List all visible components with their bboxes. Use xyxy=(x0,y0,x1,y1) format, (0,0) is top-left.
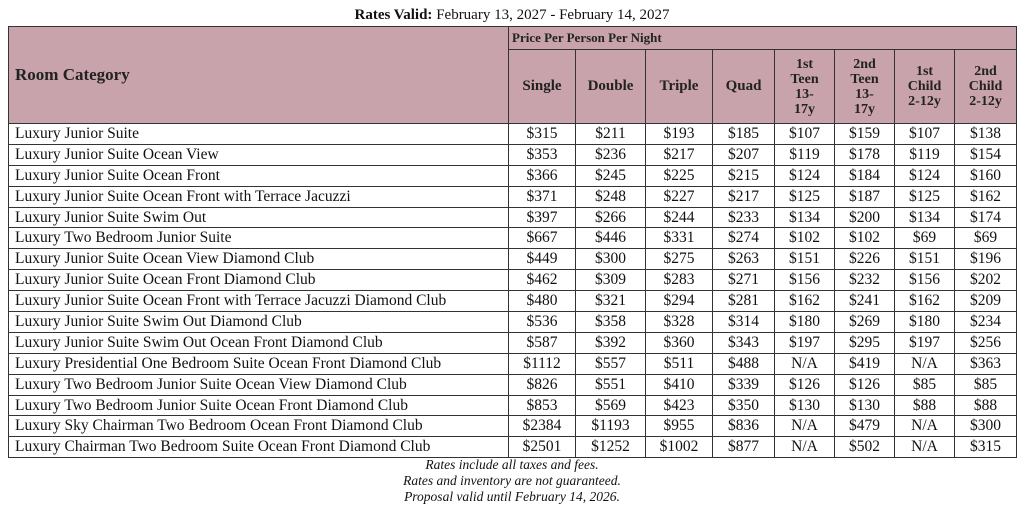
rates-valid-dates: February 13, 2027 - February 14, 2027 xyxy=(436,7,670,23)
price-cell: $449 xyxy=(509,249,576,270)
column-header xyxy=(835,50,895,124)
column-header xyxy=(895,50,955,124)
column-header-line: Teen xyxy=(850,71,879,87)
price-cell: $397 xyxy=(509,207,576,228)
price-cell: $196 xyxy=(955,249,1017,270)
price-cell: $102 xyxy=(835,228,895,249)
price-cell: $275 xyxy=(646,249,713,270)
price-cell: $343 xyxy=(713,332,775,353)
price-cell: $328 xyxy=(646,312,713,333)
room-name-cell: Luxury Junior Suite Ocean View xyxy=(9,144,509,165)
column-header-line: Double xyxy=(587,78,634,94)
price-cell: $2384 xyxy=(509,416,576,437)
price-cell: $366 xyxy=(509,165,576,186)
price-cell: $102 xyxy=(775,228,835,249)
price-cell: $271 xyxy=(713,270,775,291)
price-cell: $423 xyxy=(646,395,713,416)
column-header-line: Triple xyxy=(659,78,699,94)
room-name-cell: Luxury Presidential One Bedroom Suite Ocean Front Diamond Club xyxy=(9,353,509,374)
table-row xyxy=(9,124,1017,145)
price-cell: $156 xyxy=(775,270,835,291)
price-cell: $197 xyxy=(775,332,835,353)
price-cell: $209 xyxy=(955,291,1017,312)
price-cell: $107 xyxy=(775,124,835,145)
price-cell: $853 xyxy=(509,395,576,416)
table-row xyxy=(9,165,1017,186)
price-cell: $88 xyxy=(955,395,1017,416)
price-cell: $360 xyxy=(646,332,713,353)
price-cell: $234 xyxy=(955,312,1017,333)
column-header xyxy=(775,50,835,124)
table-row xyxy=(9,291,1017,312)
table-row xyxy=(9,270,1017,291)
price-cell: $107 xyxy=(895,124,955,145)
table-row xyxy=(9,374,1017,395)
column-header xyxy=(509,50,576,124)
price-cell: $126 xyxy=(775,374,835,395)
price-cell: $241 xyxy=(835,291,895,312)
price-cell: $236 xyxy=(576,144,646,165)
price-cell: $226 xyxy=(835,249,895,270)
price-cell: $269 xyxy=(835,312,895,333)
column-header-line: 13- xyxy=(795,86,814,102)
column-header xyxy=(955,50,1017,124)
price-cell: $174 xyxy=(955,207,1017,228)
price-cell: $295 xyxy=(835,332,895,353)
price-cell: $331 xyxy=(646,228,713,249)
price-cell: $446 xyxy=(576,228,646,249)
price-cell: $274 xyxy=(713,228,775,249)
room-name-cell: Luxury Two Bedroom Junior Suite xyxy=(9,228,509,249)
table-row xyxy=(9,228,1017,249)
price-cell: $162 xyxy=(775,291,835,312)
price-cell: $185 xyxy=(713,124,775,145)
price-cell: $256 xyxy=(955,332,1017,353)
price-cell: $410 xyxy=(646,374,713,395)
price-cell: $160 xyxy=(955,165,1017,186)
room-name-cell: Luxury Junior Suite Ocean Front Diamond Club xyxy=(9,270,509,291)
price-cell: $836 xyxy=(713,416,775,437)
price-cell: $215 xyxy=(713,165,775,186)
price-cell: $126 xyxy=(835,374,895,395)
price-cell: $227 xyxy=(646,186,713,207)
price-cell: $202 xyxy=(955,270,1017,291)
price-cell: $125 xyxy=(775,186,835,207)
price-cell: $211 xyxy=(576,124,646,145)
price-cell: $248 xyxy=(576,186,646,207)
footnote-line: Rates include all taxes and fees. xyxy=(425,457,599,472)
room-name-cell: Luxury Junior Suite Swim Out Ocean Front Diamond Club xyxy=(9,332,509,353)
price-cell: $392 xyxy=(576,332,646,353)
price-cell: $134 xyxy=(895,207,955,228)
price-cell: $119 xyxy=(895,144,955,165)
price-cell: $125 xyxy=(895,186,955,207)
price-cell: N/A xyxy=(775,353,835,374)
price-cell: $162 xyxy=(895,291,955,312)
table-row xyxy=(9,416,1017,437)
price-cell: $263 xyxy=(713,249,775,270)
price-cell: $294 xyxy=(646,291,713,312)
rates-valid-heading xyxy=(0,6,1024,24)
price-cell: $321 xyxy=(576,291,646,312)
price-cell: $207 xyxy=(713,144,775,165)
price-cell: $480 xyxy=(509,291,576,312)
price-cell: $266 xyxy=(576,207,646,228)
price-cell: N/A xyxy=(895,353,955,374)
footnote-line: Proposal valid until February 14, 2026. xyxy=(404,489,620,504)
price-cell: $300 xyxy=(955,416,1017,437)
rates-valid-label: Rates Valid: xyxy=(354,7,433,23)
column-header xyxy=(576,50,646,124)
price-cell: $488 xyxy=(713,353,775,374)
rate-rows xyxy=(9,124,1017,458)
room-name-cell: Luxury Junior Suite Swim Out xyxy=(9,207,509,228)
table-row xyxy=(9,207,1017,228)
price-cell: $162 xyxy=(955,186,1017,207)
footnotes xyxy=(0,457,1024,505)
price-cell: $85 xyxy=(955,374,1017,395)
table-row xyxy=(9,144,1017,165)
price-cell: $245 xyxy=(576,165,646,186)
table-row xyxy=(9,353,1017,374)
column-header-line: 13- xyxy=(855,86,874,102)
table-row xyxy=(9,249,1017,270)
price-cell: $363 xyxy=(955,353,1017,374)
column-header-line: Child xyxy=(968,79,1003,94)
price-cell: $178 xyxy=(835,144,895,165)
price-cell: $69 xyxy=(955,228,1017,249)
table-row xyxy=(9,332,1017,353)
price-cell: $419 xyxy=(835,353,895,374)
price-cell: $151 xyxy=(895,249,955,270)
table-row xyxy=(9,395,1017,416)
price-cell: $462 xyxy=(509,270,576,291)
price-cell: $536 xyxy=(509,312,576,333)
price-cell: $877 xyxy=(713,437,775,458)
price-cell: $200 xyxy=(835,207,895,228)
footnote-line: Rates and inventory are not guaranteed. xyxy=(403,473,621,488)
column-header xyxy=(646,50,713,124)
column-header-line: Quad xyxy=(725,78,762,94)
price-cell: $119 xyxy=(775,144,835,165)
column-header-line: Child xyxy=(907,79,942,94)
price-cell: $130 xyxy=(775,395,835,416)
room-name-cell: Luxury Junior Suite xyxy=(9,124,509,145)
column-header-line: 2-12y xyxy=(908,94,941,109)
price-cell: $569 xyxy=(576,395,646,416)
price-cell: $479 xyxy=(835,416,895,437)
price-cell: $88 xyxy=(895,395,955,416)
room-name-cell: Luxury Two Bedroom Junior Suite Ocean Front Diamond Club xyxy=(9,395,509,416)
price-cell: $371 xyxy=(509,186,576,207)
price-cell: $180 xyxy=(895,312,955,333)
room-category-header: Room Category xyxy=(9,27,509,124)
price-cell: $232 xyxy=(835,270,895,291)
price-cell: $124 xyxy=(775,165,835,186)
price-cell: N/A xyxy=(895,437,955,458)
room-name-cell: Luxury Two Bedroom Junior Suite Ocean View Diamond Club xyxy=(9,374,509,395)
price-cell: N/A xyxy=(775,416,835,437)
price-cell: $350 xyxy=(713,395,775,416)
column-header xyxy=(713,50,775,124)
price-cell: $283 xyxy=(646,270,713,291)
price-cell: $187 xyxy=(835,186,895,207)
column-header-line: 1st xyxy=(915,64,934,79)
room-name-cell: Luxury Junior Suite Swim Out Diamond Club xyxy=(9,312,509,333)
price-cell: $557 xyxy=(576,353,646,374)
price-cell: $281 xyxy=(713,291,775,312)
price-cell: $1193 xyxy=(576,416,646,437)
price-group-header: Price Per Person Per Night xyxy=(509,27,1017,50)
price-cell: $69 xyxy=(895,228,955,249)
price-cell: $511 xyxy=(646,353,713,374)
price-cell: $1002 xyxy=(646,437,713,458)
price-cell: $315 xyxy=(955,437,1017,458)
column-header-line: 2nd xyxy=(974,64,997,79)
price-cell: N/A xyxy=(775,437,835,458)
price-cell: $1112 xyxy=(509,353,576,374)
price-cell: $138 xyxy=(955,124,1017,145)
price-cell: $551 xyxy=(576,374,646,395)
price-cell: $217 xyxy=(713,186,775,207)
column-header-line: 1st xyxy=(795,56,814,72)
price-cell: $309 xyxy=(576,270,646,291)
room-name-cell: Luxury Chairman Two Bedroom Suite Ocean Front Diamond Club xyxy=(9,437,509,458)
price-cell: $353 xyxy=(509,144,576,165)
price-cell: $300 xyxy=(576,249,646,270)
price-cell: $244 xyxy=(646,207,713,228)
price-cell: $587 xyxy=(509,332,576,353)
room-name-cell: Luxury Junior Suite Ocean View Diamond Club xyxy=(9,249,509,270)
price-cell: $184 xyxy=(835,165,895,186)
price-cell: $315 xyxy=(509,124,576,145)
price-cell: $339 xyxy=(713,374,775,395)
price-cell: $180 xyxy=(775,312,835,333)
column-header-line: Single xyxy=(522,78,562,94)
column-header-line: 17y xyxy=(794,101,815,117)
price-cell: $2501 xyxy=(509,437,576,458)
price-cell: $197 xyxy=(895,332,955,353)
price-cell: $154 xyxy=(955,144,1017,165)
price-cell: $156 xyxy=(895,270,955,291)
price-cell: $826 xyxy=(509,374,576,395)
table-row xyxy=(9,437,1017,458)
price-cell: $502 xyxy=(835,437,895,458)
table-row xyxy=(9,312,1017,333)
room-name-cell: Luxury Junior Suite Ocean Front with Terrace Jacuzzi Diamond Club xyxy=(9,291,509,312)
price-cell: $225 xyxy=(646,165,713,186)
column-header-line: 2nd xyxy=(853,56,876,72)
column-header-line: 17y xyxy=(854,101,875,117)
price-cell: $159 xyxy=(835,124,895,145)
column-header-line: 2-12y xyxy=(969,94,1002,109)
room-name-cell: Luxury Sky Chairman Two Bedroom Ocean Front Diamond Club xyxy=(9,416,509,437)
price-cell: $85 xyxy=(895,374,955,395)
price-cell: N/A xyxy=(895,416,955,437)
room-name-cell: Luxury Junior Suite Ocean Front with Terrace Jacuzzi xyxy=(9,186,509,207)
price-cell: $134 xyxy=(775,207,835,228)
price-cell: $151 xyxy=(775,249,835,270)
price-cell: $955 xyxy=(646,416,713,437)
price-cell: $358 xyxy=(576,312,646,333)
rates-table xyxy=(8,26,1017,458)
price-cell: $233 xyxy=(713,207,775,228)
price-cell: $1252 xyxy=(576,437,646,458)
price-cell: $130 xyxy=(835,395,895,416)
price-cell: $667 xyxy=(509,228,576,249)
price-cell: $314 xyxy=(713,312,775,333)
table-row xyxy=(9,186,1017,207)
column-header-line: Teen xyxy=(790,71,819,87)
price-cell: $124 xyxy=(895,165,955,186)
price-cell: $193 xyxy=(646,124,713,145)
room-name-cell: Luxury Junior Suite Ocean Front xyxy=(9,165,509,186)
price-cell: $217 xyxy=(646,144,713,165)
